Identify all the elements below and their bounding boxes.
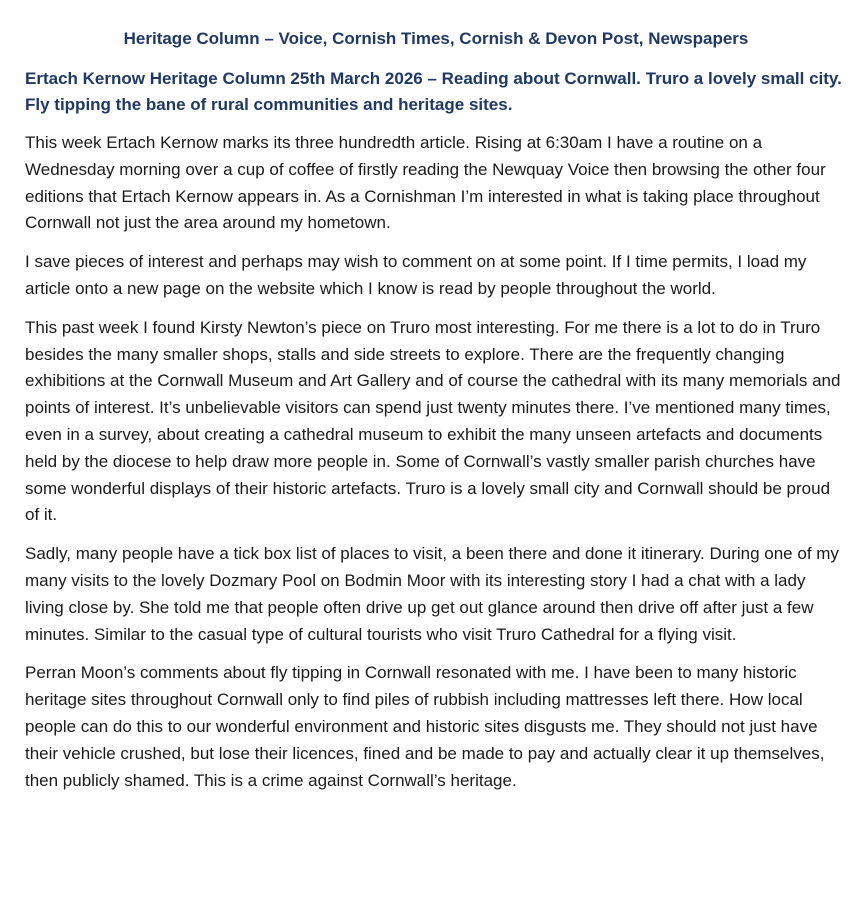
paragraph-2: I save pieces of interest and perhaps may wish to comment on at some point. If I time permits, I load my article onto a new page on the website which I know is read by people throughout the world. [25, 252, 807, 298]
paragraph-5: Perran Moon’s comments about fly tipping in Cornwall resonated with me. I have been to many historic heritage sites throughout Cornwall only to find piles of rubbish including mattresses left there. How local people can do this to our wonderful environment and historic sites disgusts me. They should not just have their vehicle crushed, but lose their licences, fined and be made to pay and actually clear it up themselves, then publicly shamed. This is a crime against Cornwall’s heritage. [25, 663, 825, 790]
paragraph-4: Sadly, many people have a tick box list of places to visit, a been there and done it itinerary. During one of my many visits to the lovely Dozmary Pool on Bodmin Moor with its interesting story I had a chat with a lady living close by. She told me that people often drive up get out glance around then drive off after just a few minutes. Similar to the casual type of cultural tourists who visit Truro Cathedral for a flying visit. [25, 544, 839, 644]
paragraph-3: This past week I found Kirsty Newton’s piece on Truro most interesting. For me there is a lot to do in Truro besides the many smaller shops, stalls and side streets to explore. There are the frequently changing exhibitions at the Cornwall Museum and Art Gallery and of course the cathedral with its many memorials and points of interest. It’s unbelievable visitors can spend just twenty minutes there. I’ve mentioned many times, even in a survey, about creating a cathedral museum to exhibit the many unseen artefacts and documents held by the diocese to help draw more people in. Some of Cornwall’s vastly smaller parish churches have some wonderful displays of their historic artefacts. Truro is a lovely small city and Cornwall should be proud of it. [25, 317, 841, 525]
paragraph-1: This week Ertach Kernow marks its three hundredth article. Rising at 6:30am I have a routine on a Wednesday morning over a cup of coffee of firstly reading the Newquay Voice then browsing the other four editions that Ertach Kernow appears in. As a Cornishman I’m interested in what is taking place throughout Cornwall not just the area around my hometown. [25, 133, 826, 233]
column-heading: Heritage Column – Voice, Cornish Times, Cornish & Devon Post, Newspapers [123, 29, 749, 48]
article-title: Ertach Kernow Heritage Column 25th March 2026 – Reading about Cornwall. Truro a lovely small city. Fly tipping the bane of rural communities and heritage sites. [25, 69, 842, 114]
